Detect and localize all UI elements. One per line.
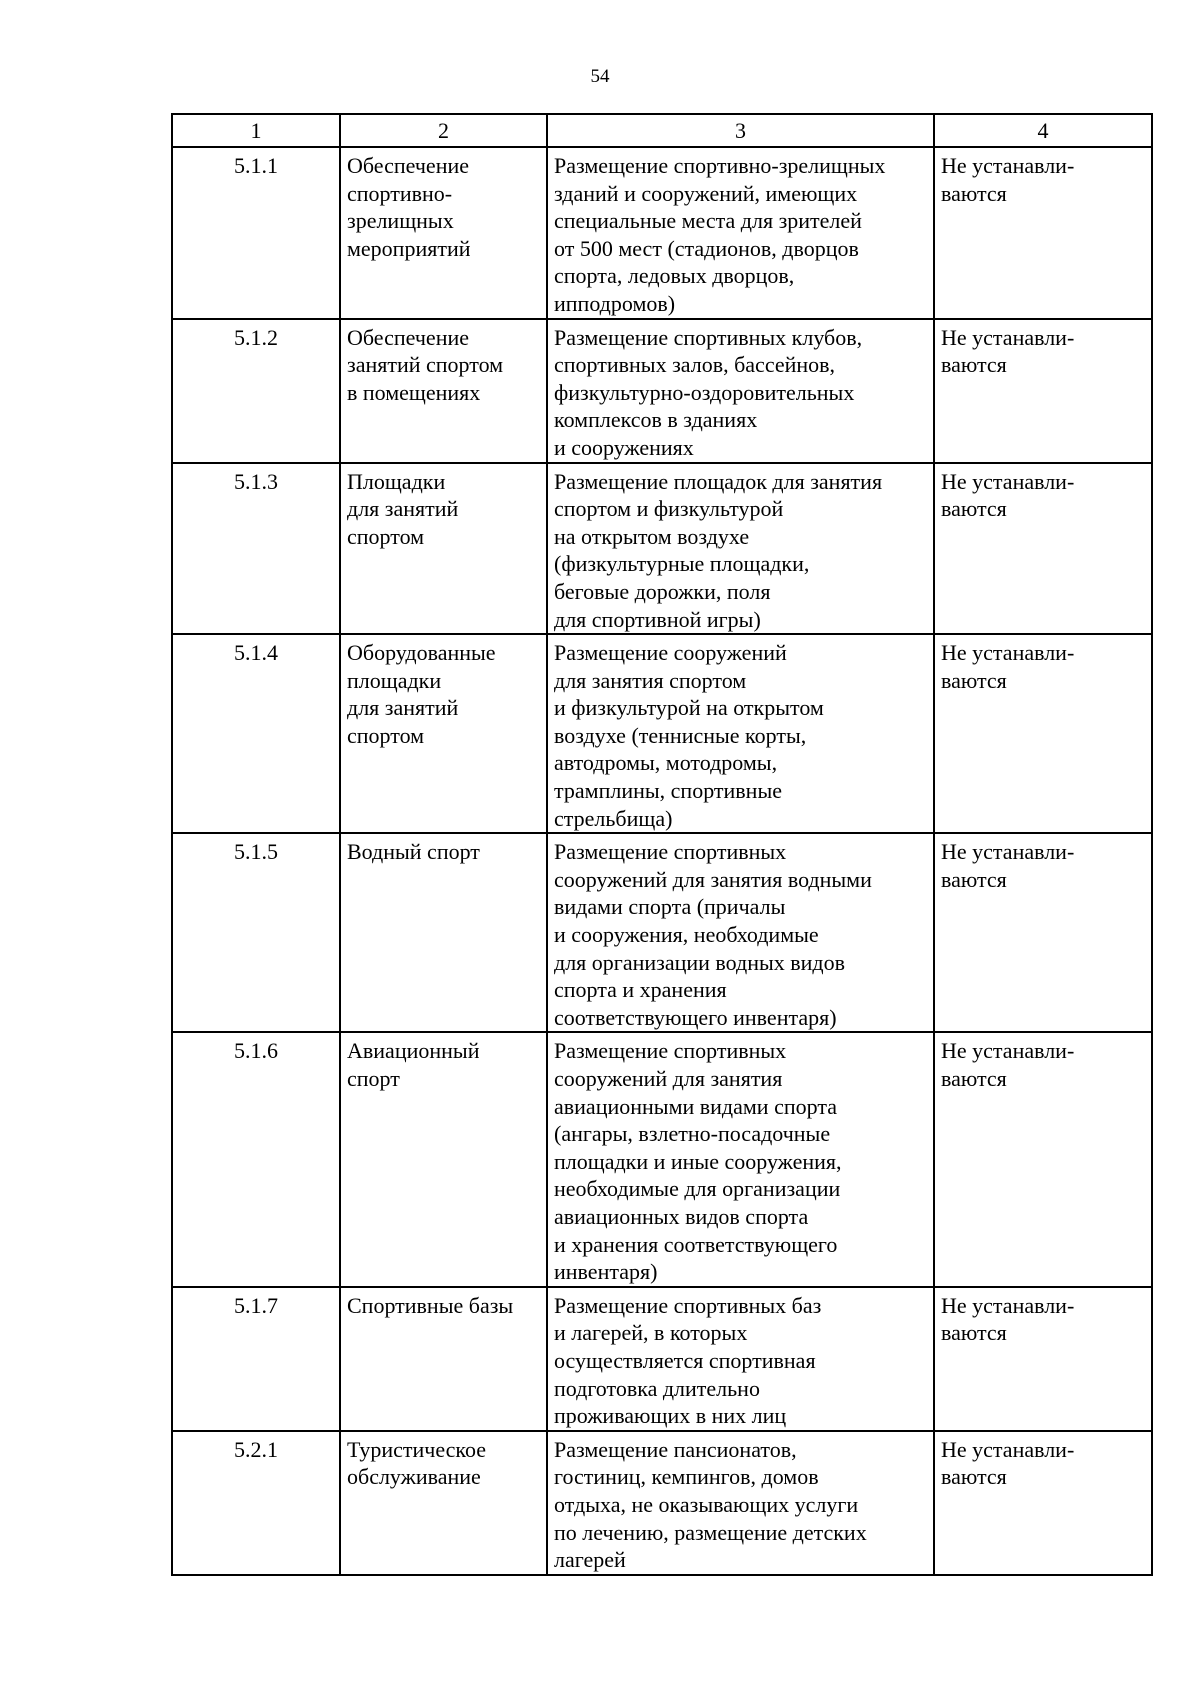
description-cell: Размещение спортивно-зрелищных зданий и сооружений, имеющих специальные места для зрителей от 500 мест (стадионов, дворцов спорта, ледовых дворцов, ипподромов) — [547, 147, 934, 319]
description-cell: Размещение спортивных сооружений для занятия авиационными видами спорта (ангары, взлетно-посадочные площадки и иные сооружения, необходимые для организации авиационных видов спорта и хранения соответствующего инвентаря) — [547, 1032, 934, 1286]
column-header: 2 — [340, 114, 547, 147]
column-header: 1 — [172, 114, 340, 147]
table-header-row — [172, 114, 1152, 147]
column-header: 4 — [934, 114, 1152, 147]
limits-cell: Не устанавли- ваются — [934, 634, 1152, 833]
name-cell: Водный спорт — [340, 833, 547, 1032]
name-cell: Спортивные базы — [340, 1287, 547, 1431]
name-cell: Авиационный спорт — [340, 1032, 547, 1286]
table-row — [172, 1431, 1152, 1575]
name-cell: Обеспечение занятий спортом в помещениях — [340, 319, 547, 463]
description-cell: Размещение спортивных баз и лагерей, в которых осуществляется спортивная подготовка длительно проживающих в них лиц — [547, 1287, 934, 1431]
table-row — [172, 634, 1152, 833]
description-cell: Размещение пансионатов, гостиниц, кемпингов, домов отдыха, не оказывающих услуги по лечению, размещение детских лагерей — [547, 1431, 934, 1575]
description-cell: Размещение спортивных клубов, спортивных залов, бассейнов, физкультурно-оздоровительных комплексов в зданиях и сооружениях — [547, 319, 934, 463]
name-cell: Площадки для занятий спортом — [340, 463, 547, 635]
table-row — [172, 833, 1152, 1032]
table-row — [172, 1032, 1152, 1286]
name-cell: Обеспечение спортивно- зрелищных мероприятий — [340, 147, 547, 319]
limits-cell: Не устанавли- ваются — [934, 1431, 1152, 1575]
land-use-table — [171, 113, 1153, 1576]
code-cell: 5.1.7 — [172, 1287, 340, 1431]
limits-cell: Не устанавли- ваются — [934, 1032, 1152, 1286]
table-row — [172, 319, 1152, 463]
limits-cell: Не устанавли- ваются — [934, 463, 1152, 635]
column-header: 3 — [547, 114, 934, 147]
name-cell: Туристическое обслуживание — [340, 1431, 547, 1575]
description-cell: Размещение сооружений для занятия спортом и физкультурой на открытом воздухе (теннисные корты, автодромы, мотодромы, трамплины, спортивные стрельбища) — [547, 634, 934, 833]
code-cell: 5.1.6 — [172, 1032, 340, 1286]
limits-cell: Не устанавли- ваются — [934, 833, 1152, 1032]
description-cell: Размещение спортивных сооружений для занятия водными видами спорта (причалы и сооружения, необходимые для организации водных видов спорта и хранения соответствующего инвентаря) — [547, 833, 934, 1032]
table-row — [172, 1287, 1152, 1431]
code-cell: 5.1.2 — [172, 319, 340, 463]
page-number: 54 — [590, 66, 610, 87]
limits-cell: Не устанавли- ваются — [934, 147, 1152, 319]
name-cell: Оборудованные площадки для занятий спортом — [340, 634, 547, 833]
code-cell: 5.1.3 — [172, 463, 340, 635]
code-cell: 5.2.1 — [172, 1431, 340, 1575]
description-cell: Размещение площадок для занятия спортом и физкультурой на открытом воздухе (физкультурные площадки, беговые дорожки, поля для спортивной игры) — [547, 463, 934, 635]
code-cell: 5.1.5 — [172, 833, 340, 1032]
code-cell: 5.1.1 — [172, 147, 340, 319]
table-row — [172, 147, 1152, 319]
code-cell: 5.1.4 — [172, 634, 340, 833]
table-row — [172, 463, 1152, 635]
limits-cell: Не устанавли- ваются — [934, 319, 1152, 463]
limits-cell: Не устанавли- ваются — [934, 1287, 1152, 1431]
